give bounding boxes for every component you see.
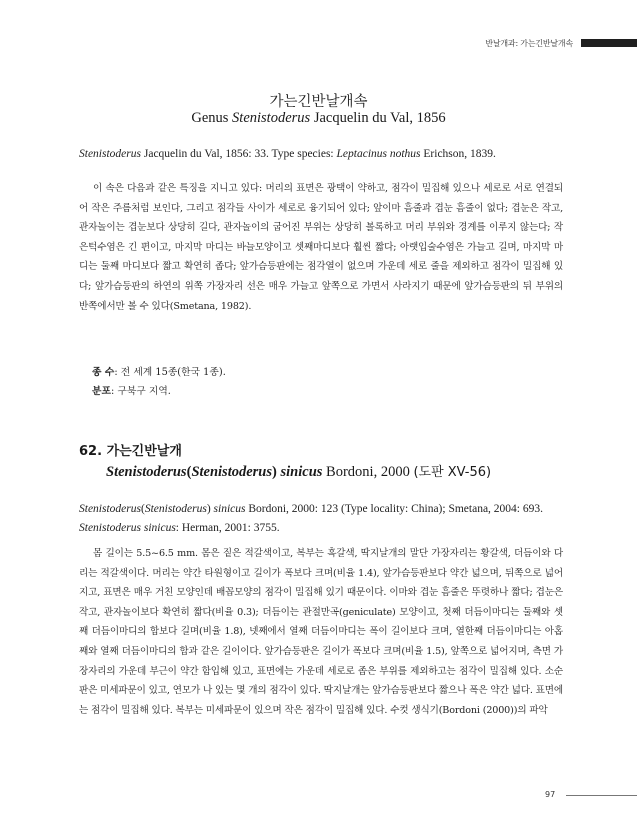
genus-title-korean: 가는긴반날개속 <box>269 94 368 110</box>
species-description: 몸 길이는 5.5~6.5 mm. 몸은 짙은 적갈색이고, 복부는 흑갈색, 딱지날개의 말단 가장자리는 황갈색, 더듬이와 다리는 적갈색이다. 머리는 약간 타원형이고 길이가 폭보다 크며(비율 1.4), 앞가슴등판보다 약간 넓으며, 뒤쪽으로 넓어지고, 표면은 매우 거친 모양인데 배꼽모양의 점각이 밀집해 있기 때문이다. 이마와 겹눈 흠줄은 뚜렷하나 짧다; 겹눈은 작고, 관자놀이보다 확연히 짧다(비율 0.3); 더듬이는 관절만곡(geniculate) 모양이고, 첫째 더듬이마디는 둘째와 셋째 더듬이마디의 합보다 길며(비율 1.8), 넷째에서 열째 더듬이마디는 폭이 길이보다 크며, 열한째 더듬이마디는 아홉째와 열째 더듬이마디의 합과 같은 길이이다. 앞가슴등판은 길이가 폭보다 크며(비율 1.5), 앞쪽으로 넓어지며, 측면 가장자리의 가운데 부근이 약간 함입해 있고, 표면에는 가운데 세로로 좁은 부위를 제외하고는 점각이 밀집해 있다. 소순판은 미세파문이 있고, 연모가 나 있는 몇 개의 점각이 있다. 딱지날개는 앞가슴등판보다 짧으나 폭은 약간 넓다. 표면에는 점각이 밀집해 있다. 복부는 미세파문이 있으며 작은 점각이 밀집해 있다. 수컷 생식기(Bordoni (2000))의 파악 <box>79 548 563 716</box>
distribution-line <box>92 382 576 401</box>
species-lit-line: Stenistoderus(Stenistoderus) sinicus Bordoni, 2000: 123 (Type locality: China); Smetana, 2004: 693. <box>79 503 544 515</box>
distribution-value: : 구북구 지역. <box>110 386 171 397</box>
genus-prefix: Genus <box>191 110 233 126</box>
species-count-value: : 전 세계 15종(한국 1종). <box>114 367 226 378</box>
species-name-korean: 가는긴반날개 <box>106 444 182 459</box>
species-lit-name: Stenistoderus sinicus <box>79 522 176 534</box>
species-subgenus: Stenistoderus <box>191 464 273 480</box>
genus-literature <box>79 148 563 160</box>
species-literature <box>79 500 563 538</box>
species-scientific-name: Stenistoderus(Stenistoderus) sinicus Bordoni, 2000 (도판 XV-56) <box>106 464 492 480</box>
species-author: Bordoni, 2000 <box>322 464 414 480</box>
running-head-text: 반날개과: 가는긴반날개속 <box>485 38 573 48</box>
footer-rule <box>566 795 637 796</box>
species-lit-epithet: sinicus <box>213 503 246 515</box>
species-number: 62. <box>79 444 103 459</box>
genus-title-latin <box>0 110 637 127</box>
page-number: 97 <box>545 790 556 799</box>
species-lit-line <box>79 519 563 538</box>
genus-info <box>92 363 576 401</box>
genus-lit-type-species: Leptacinus nothus <box>336 148 421 160</box>
genus-lit-text2: Erichson, 1839. <box>420 148 496 160</box>
genus-description: 이 속은 다음과 같은 특징을 지니고 있다: 머리의 표면은 광택이 약하고, 점각이 밀집해 있으나 세로로 서로 연결되어 작은 주름처럼 보인다, 그리고 점각들 사이가 세로로 융기되어 있다; 앞이마 흠줄과 겹눈 흠줄이 없다; 겹눈은 작고, 관자놀이는 겹눈보다 상당히 길다, 관자놀이의 굽어진 부위는 상당히 볼록하고 머리 부위와 경계를 이루지 않는다; 작은턱수염은 긴 편이고, 마지막 마디는 바늘모양이고 셋째마디보다 훨씬 짧다; 아랫입술수염은 가늘고 길며, 마지막 마디는 둘째 마디보다 짧고 확연히 좁다; 앞가슴등판에는 점각열이 없으며 가운데 세로 줄을 제외하고 점각이 밀집해 있다; 앞가슴등판의 하연의 위쪽 가장자리 선은 매우 가늘고 앞쪽으로 가면서 사라지기 때문에 앞가슴등판의 뒤 부위의 반쪽에서만 볼 수 있다(Smetana, 1982). <box>79 183 563 312</box>
species-lit-text: Bordoni, 2000: 123 (Type locality: China); Smetana, 2004: 693. <box>245 503 544 515</box>
species-count-line <box>92 363 576 382</box>
species-lit-name: Stenistoderus <box>79 503 141 515</box>
genus-lit-name: Stenistoderus <box>79 148 141 160</box>
species-count-label: 종 수 <box>92 367 115 378</box>
species-lit-subgenus: Stenistoderus <box>144 503 207 515</box>
genus-lit-text1: Jacquelin du Val, 1856: 33. Type species: <box>140 148 337 160</box>
distribution-label: 분포 <box>92 386 111 397</box>
running-head <box>485 37 637 49</box>
genus-name: Stenistoderus <box>232 110 311 126</box>
genus-author: Jacquelin du Val, 1856 <box>310 110 446 126</box>
species-genus: Stenistoderus <box>106 464 187 480</box>
species-lit-text: : Herman, 2001: 3755. <box>175 522 280 534</box>
species-epithet: sinicus <box>280 464 323 480</box>
running-head-bar <box>581 39 637 47</box>
species-plate-ref: (도판 XV-56) <box>413 465 492 480</box>
species-heading <box>79 440 182 459</box>
